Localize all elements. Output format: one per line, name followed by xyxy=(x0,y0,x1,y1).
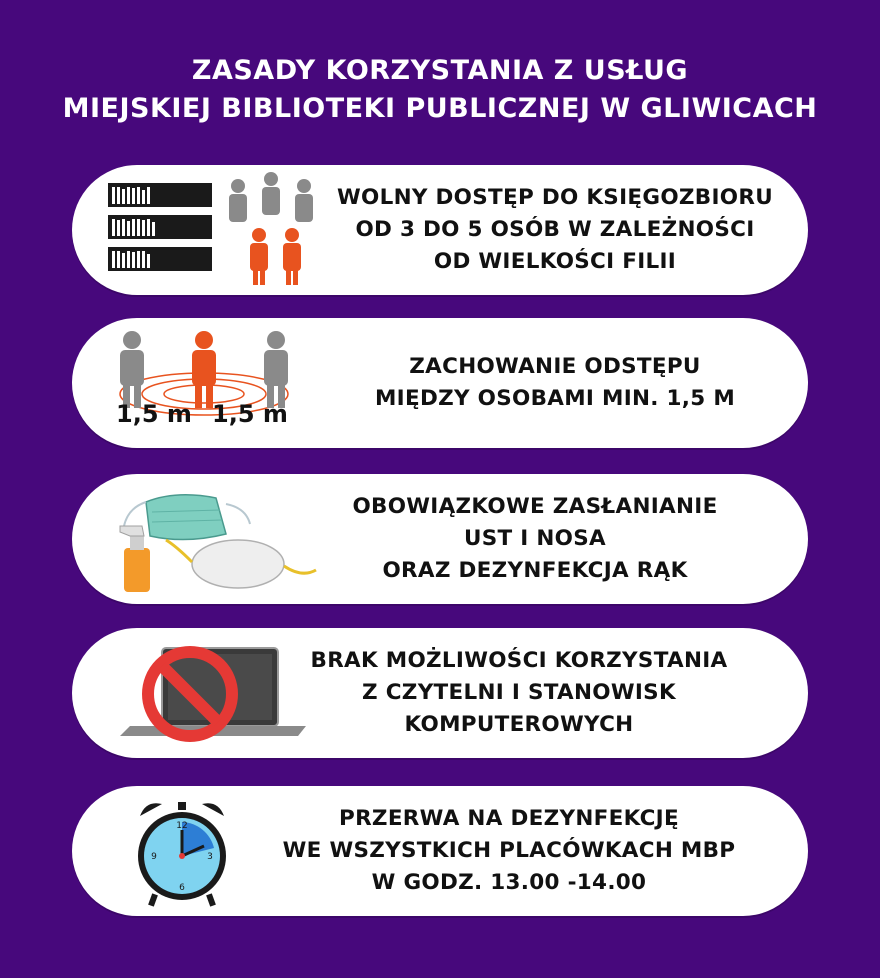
page-title xyxy=(0,52,880,128)
title-line-2: MIEJSKIEJ BIBLIOTEKI PUBLICZNEJ W GLIWICACH xyxy=(62,93,818,124)
rule-card-distance xyxy=(72,318,808,448)
rule-card-no-computers xyxy=(72,628,808,758)
clock-number-3: 3 xyxy=(207,852,213,862)
rule-text: ZACHOWANIE ODSTĘPU MIĘDZY OSOBAMI MIN. 1,5 M xyxy=(374,354,736,411)
social-distance-icon xyxy=(106,318,336,448)
rule-text: WOLNY DOSTĘP DO KSIĘGOZBIORU OD 3 DO 5 OSÓB W ZALEŻNOŚCI OD WIELKOŚCI FILII xyxy=(337,185,773,274)
bookshelf-people-icon xyxy=(106,165,336,295)
people-group-icon xyxy=(229,172,313,285)
rule-card-access xyxy=(72,165,808,295)
distance-label-left: 1,5 m xyxy=(116,400,192,428)
rule-card-mask xyxy=(72,474,808,604)
bookshelf-icon xyxy=(108,183,212,271)
rule-card-break xyxy=(72,786,808,916)
spray-bottle-icon xyxy=(120,526,150,592)
clock-number-9: 9 xyxy=(151,852,157,862)
respirator-icon xyxy=(166,540,316,588)
clock-number-12: 12 xyxy=(176,821,188,831)
clock-number-6: 6 xyxy=(179,883,185,893)
distance-label-right: 1,5 m xyxy=(212,400,288,428)
rule-text: BRAK MOŻLIWOŚCI KORZYSTANIA Z CZYTELNI I STANOWISK KOMPUTEROWYCH xyxy=(310,648,728,737)
title-line-1: ZASADY KORZYSTANIA Z USŁUG xyxy=(191,55,689,86)
rule-text: PRZERWA NA DEZYNFEKCJĘ WE WSZYSTKICH PLACÓWKACH MBP W GODZ. 13.00 -14.00 xyxy=(282,806,736,895)
rule-text: OBOWIĄZKOWE ZASŁANIANIE UST I NOSA ORAZ DEZYNFEKCJA RĄK xyxy=(352,494,718,583)
